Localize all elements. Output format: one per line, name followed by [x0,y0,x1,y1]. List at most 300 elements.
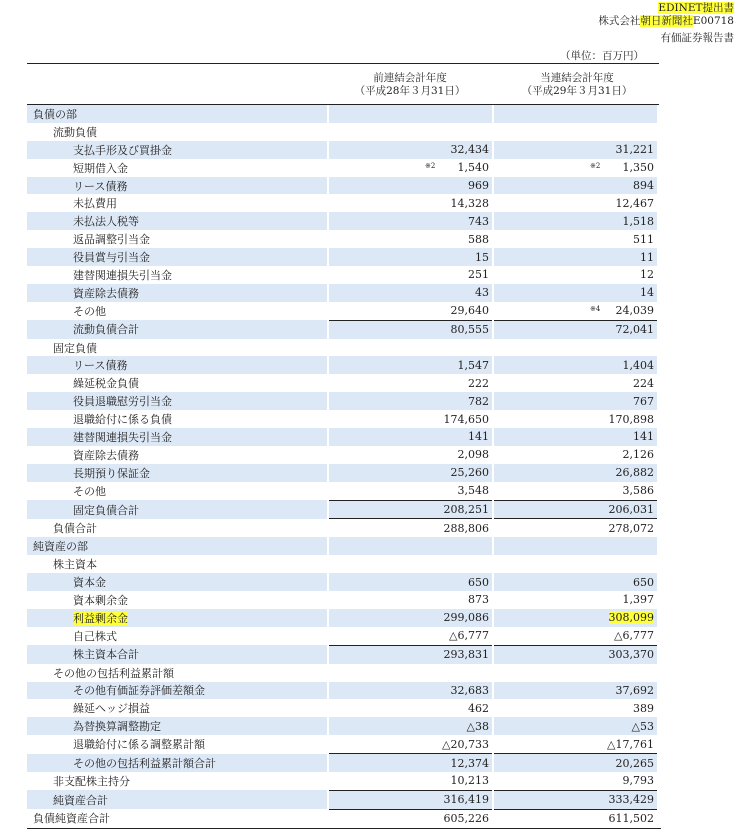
gap-cell [657,482,661,500]
prev-value-cell [329,177,492,195]
prev-value-cell [329,699,492,717]
row-label: リース債務 [73,179,128,193]
row-label-cell [27,339,327,357]
curr-note-marker: ※2 [590,161,601,170]
prev-value: 25,260 [450,466,489,480]
gap-cell [657,320,661,338]
row-label-cell [27,356,327,374]
prev-value-cell [329,230,492,248]
curr-value-cell [494,284,657,302]
gap-cell [657,446,661,464]
curr-value: 650 [633,575,654,589]
gap-cell [657,609,661,627]
curr-value: 141 [633,430,654,444]
row-label: 資本金 [73,576,106,590]
prev-value: 316,419 [443,793,489,807]
prev-value: △20,733 [442,737,489,751]
prev-value-cell [329,790,492,809]
curr-value-cell [494,645,657,663]
prev-value-cell [329,754,492,772]
prev-value: 10,213 [450,774,489,788]
prev-value-cell [329,320,492,338]
curr-value: 170,898 [608,412,654,426]
prev-value-cell [329,537,492,555]
prev-value-cell [329,446,492,464]
curr-value-cell [494,159,657,177]
curr-value-cell [494,699,657,717]
curr-value-cell [494,790,657,809]
table-row [27,105,661,123]
curr-value-cell [494,320,657,338]
table-row [27,772,661,790]
balance-sheet-table [27,105,661,829]
gap-cell [657,392,661,410]
prev-value: 251 [468,268,489,282]
curr-value-cell [494,482,657,500]
curr-value-cell [494,410,657,428]
curr-value: 2,126 [622,448,654,462]
prev-value-cell [329,159,492,177]
table-row [27,809,661,828]
curr-value-cell [494,717,657,735]
prev-value-cell [329,627,492,645]
table-row [27,428,661,446]
table-row [27,609,661,627]
row-label-cell [27,664,327,682]
column-header-prev-title: 前連結会計年度 [373,72,447,84]
curr-value-cell [494,500,657,519]
table-row [27,141,661,159]
column-header-curr-title: 当連結会計年度 [540,72,614,84]
prev-value-cell [329,591,492,609]
curr-value-cell [494,464,657,482]
gap-cell [657,772,661,790]
gap-cell [657,500,661,519]
row-label-cell [27,446,327,464]
row-label: 自己株式 [73,630,117,644]
curr-value-cell [494,446,657,464]
row-label-cell [27,374,327,392]
row-label-cell [27,302,327,320]
prev-value: 32,434 [450,143,489,157]
prev-value: 969 [468,179,489,192]
row-label-cell [27,682,327,700]
row-label: その他有価証券評価差額金 [73,684,205,698]
prev-value-cell [329,428,492,446]
row-label-cell [27,790,327,809]
table-row [27,664,661,682]
gap-cell [657,717,661,735]
prev-value-cell [329,519,492,537]
prev-value-cell [329,266,492,284]
company-code: E00718 [692,15,734,27]
row-label: 返品調整引当金 [73,233,150,247]
prev-value-cell [329,410,492,428]
row-label: その他 [73,484,106,498]
row-label-cell [27,464,327,482]
prev-value-cell [329,464,492,482]
gap-cell [657,573,661,591]
row-label: 純資産の部 [33,540,88,554]
curr-value: 389 [633,701,654,715]
curr-value-cell [494,194,657,212]
gap-cell [657,141,661,159]
prev-value-cell [329,339,492,357]
curr-value: △53 [631,719,654,733]
gap-cell [657,627,661,645]
gap-cell [657,159,661,177]
table-row [27,627,661,645]
prev-value: 2,098 [457,448,489,462]
row-label: その他 [73,304,106,318]
row-label-cell [27,320,327,338]
curr-value: 511 [633,232,654,246]
prev-value-cell [329,374,492,392]
row-label-cell [27,717,327,735]
prev-value-cell [329,284,492,302]
table-row [27,699,661,717]
row-label-cell [27,609,327,627]
prev-value: 288,806 [443,521,489,535]
curr-value-cell [494,266,657,284]
gap-cell [657,735,661,753]
row-label: 未払費用 [73,197,117,211]
curr-value-cell [494,627,657,645]
row-label: 資産除去債務 [73,286,139,300]
row-label: 株主資本合計 [73,648,139,662]
curr-value-cell [494,519,657,537]
table-row [27,446,661,464]
row-label: 株主資本 [53,558,97,572]
row-label: 負債の部 [33,107,77,121]
prev-value-cell [329,500,492,519]
curr-value: 37,692 [615,683,654,697]
row-label-cell [27,735,327,753]
gap-cell [657,302,661,320]
prev-value-cell [329,735,492,753]
company-name: 朝日新聞社 [640,15,693,27]
row-label-cell [27,230,327,248]
curr-value: 3,586 [622,484,654,498]
curr-value-cell [494,339,657,357]
curr-value-cell [494,374,657,392]
curr-value-cell [494,772,657,790]
table-row [27,482,661,500]
curr-value: 20,265 [615,756,654,770]
curr-value-cell [494,555,657,573]
prev-value-cell [329,123,492,141]
row-label: 純資産合計 [53,793,108,807]
top-rule [27,63,659,64]
company-prefix: 株式会社 [598,15,641,27]
column-header-prev [330,72,490,98]
curr-value-cell [494,302,657,320]
row-label-cell [27,699,327,717]
curr-value-cell [494,392,657,410]
prev-value-cell [329,302,492,320]
row-label-cell [27,591,327,609]
gap-cell [657,682,661,700]
row-label: 負債純資産合計 [33,812,110,826]
curr-value: 206,031 [608,503,654,517]
curr-value-cell [494,123,657,141]
curr-value-cell [494,735,657,753]
balance-sheet-body [27,105,661,828]
curr-value: 611,502 [608,812,654,826]
gap-cell [657,356,661,374]
curr-value-cell [494,141,657,159]
gap-cell [657,664,661,682]
prev-value: 1,540 [457,161,489,175]
row-label: 非支配株主持分 [53,775,130,789]
gap-cell [657,537,661,555]
table-row [27,177,661,195]
table-row [27,464,661,482]
table-row [27,356,661,374]
report-type: 有価証券報告書 [660,32,734,44]
row-label: 短期借入金 [73,161,128,175]
gap-cell [657,123,661,141]
row-label: 為替換算調整勘定 [73,720,161,734]
prev-value: 43 [475,286,489,300]
row-label: 支払手形及び買掛金 [73,143,172,157]
prev-value-cell [329,555,492,573]
gap-cell [657,248,661,266]
table-row [27,392,661,410]
table-row [27,555,661,573]
gap-cell [657,464,661,482]
curr-value-cell [494,356,657,374]
curr-value: 14 [640,286,654,300]
prev-value: 605,226 [443,812,489,826]
row-label: 流動負債合計 [73,323,139,337]
row-label-cell [27,482,327,500]
table-row [27,500,661,519]
row-label: 固定負債 [53,341,97,355]
curr-value-cell [494,230,657,248]
row-label-cell [27,772,327,790]
gap-cell [657,790,661,809]
curr-value: 1,518 [622,214,654,228]
gap-cell [657,809,661,828]
prev-value: 588 [468,232,489,246]
row-label-cell [27,248,327,266]
row-label-cell [27,392,327,410]
row-label: 長期預り保証金 [73,466,150,480]
prev-value: 15 [475,250,489,264]
prev-value: 29,640 [450,304,489,318]
table-row [27,248,661,266]
unit-label: （単位：百万円） [560,50,644,62]
row-label: 資本剰余金 [73,593,128,607]
table-row [27,682,661,700]
prev-value-cell [329,248,492,266]
row-label-cell [27,266,327,284]
column-header-curr [497,72,657,98]
curr-value: 308,099 [608,611,654,625]
row-label-cell [27,105,327,123]
prev-value: 141 [468,430,489,444]
table-row [27,302,661,320]
table-row [27,573,661,591]
row-label-cell [27,284,327,302]
curr-value-cell [494,537,657,555]
row-label-cell [27,573,327,591]
gap-cell [657,591,661,609]
prev-value-cell [329,356,492,374]
table-row [27,266,661,284]
row-label: その他の包括利益累計額 [53,666,174,680]
prev-value-cell [329,682,492,700]
curr-value: 72,041 [615,323,654,337]
row-label-cell [27,141,327,159]
curr-value-cell [494,428,657,446]
table-row [27,320,661,338]
prev-value-cell [329,809,492,828]
table-row [27,339,661,357]
curr-value: △17,761 [607,737,654,751]
row-label-cell [27,410,327,428]
row-label-cell [27,537,327,555]
row-label: 繰延ヘッジ損益 [73,702,150,716]
curr-value: 333,429 [608,793,654,807]
row-label-cell [27,428,327,446]
prev-value: △38 [466,719,489,733]
row-label-cell [27,177,327,195]
table-row [27,410,661,428]
row-label: 固定負債合計 [73,503,139,517]
row-label: 退職給付に係る負債 [73,413,172,427]
curr-value: 12 [640,268,654,282]
table-row [27,374,661,392]
prev-value-cell [329,212,492,230]
table-row [27,790,661,809]
row-label-cell [27,645,327,663]
curr-value-cell [494,105,657,123]
prev-value: 80,555 [450,323,489,337]
prev-value-cell [329,573,492,591]
row-label: 利益剰余金 [73,611,128,625]
curr-value: △6,777 [614,629,654,643]
prev-value-cell [329,609,492,627]
row-label-cell [27,159,327,177]
row-label: 建替関連損失引当金 [73,430,172,444]
prev-value: 782 [468,394,489,408]
row-label: その他の包括利益累計額合計 [73,756,216,770]
prev-value-cell [329,664,492,682]
row-label-cell [27,519,327,537]
gap-cell [657,339,661,357]
gap-cell [657,212,661,230]
row-label: 未払法人税等 [73,215,139,229]
row-label: 役員賞与引当金 [73,251,150,265]
prev-value-cell [329,482,492,500]
table-row [27,645,661,663]
prev-value: 650 [468,575,489,589]
column-header-curr-date: （平成29年３月31日） [521,85,633,97]
prev-value: 293,831 [443,648,489,662]
prev-value-cell [329,141,492,159]
curr-value-cell [494,609,657,627]
gap-cell [657,699,661,717]
curr-value: 278,072 [608,521,654,535]
gap-cell [657,194,661,212]
row-label-cell [27,194,327,212]
prev-value: 222 [468,376,489,390]
curr-value-cell [494,809,657,828]
prev-value: 14,328 [450,196,489,210]
gap-cell [657,374,661,392]
prev-value-cell [329,772,492,790]
column-header-prev-date: （平成28年３月31日） [354,85,466,97]
gap-cell [657,410,661,428]
gap-cell [657,284,661,302]
curr-value-cell [494,212,657,230]
prev-value-cell [329,194,492,212]
curr-value: 1,397 [622,593,654,607]
curr-value-cell [494,573,657,591]
curr-note-marker: ※4 [590,304,601,313]
row-label: 建替関連損失引当金 [73,268,172,282]
curr-value-cell [494,248,657,266]
edinet-label: EDINET提出書 [658,2,734,14]
prev-value: △6,777 [449,629,489,643]
gap-cell [657,555,661,573]
gap-cell [657,177,661,195]
prev-value: 299,086 [443,611,489,625]
prev-value: 873 [468,593,489,607]
row-label: 繰延税金負債 [73,377,139,391]
table-row [27,284,661,302]
gap-cell [657,645,661,663]
prev-note-marker: ※2 [425,161,436,170]
prev-value-cell [329,645,492,663]
row-label-cell [27,212,327,230]
prev-value: 462 [468,701,489,715]
prev-value-cell [329,105,492,123]
row-label: リース債務 [73,359,128,373]
gap-cell [657,230,661,248]
curr-value-cell [494,591,657,609]
prev-value: 1,547 [457,358,489,372]
table-row [27,591,661,609]
row-label: 退職給付に係る調整累計額 [73,738,205,752]
row-label-cell [27,809,327,828]
curr-value: 26,882 [615,466,654,480]
gap-cell [657,519,661,537]
prev-value-cell [329,717,492,735]
gap-cell [657,428,661,446]
row-label: 役員退職慰労引当金 [73,395,172,409]
curr-value-cell [494,177,657,195]
row-label-cell [27,627,327,645]
row-label-cell [27,500,327,519]
table-row [27,537,661,555]
prev-value: 208,251 [443,503,489,517]
table-row [27,519,661,537]
row-label: 負債合計 [53,522,97,536]
table-row [27,735,661,753]
curr-value: 31,221 [615,143,654,157]
curr-value-cell [494,682,657,700]
curr-value: 224 [633,376,654,390]
table-row [27,194,661,212]
company-header [598,13,734,28]
curr-value: 767 [633,394,654,408]
prev-value: 32,683 [450,683,489,697]
curr-value-cell [494,754,657,772]
prev-value: 3,548 [457,484,489,498]
